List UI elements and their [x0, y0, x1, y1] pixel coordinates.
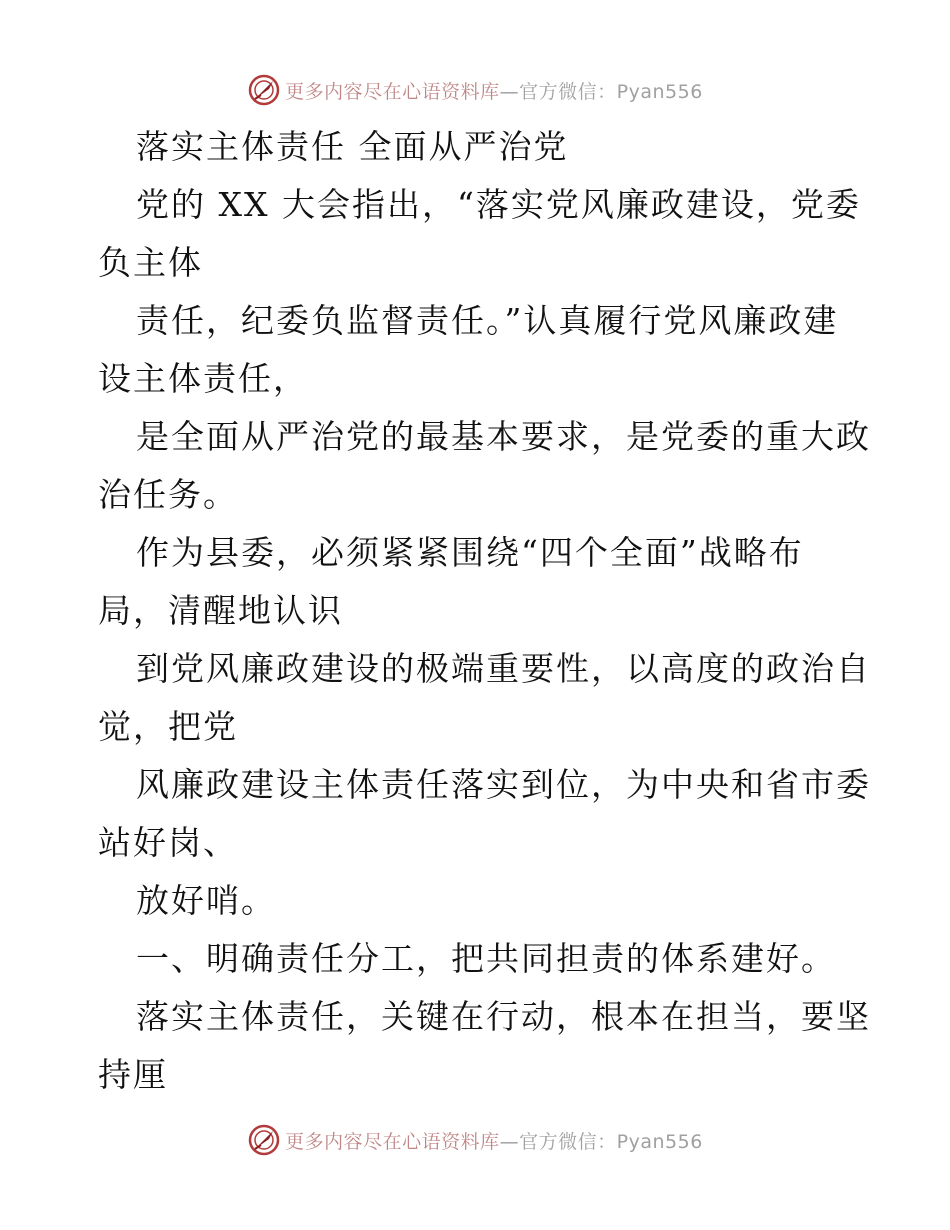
text-line: 责任，纪委负监督责任。”认真履行党风廉政建	[136, 301, 839, 340]
watermark-text	[285, 1127, 703, 1154]
text-line: 党的 XX 大会指出，“落实党风廉政建设，党委	[136, 185, 861, 224]
text-line: 一、明确责任分工，把共同担责的体系建好。	[136, 939, 836, 978]
text-line: 作为县委，必须紧紧围绕“四个全面”战略布	[136, 533, 804, 572]
text-line: 落实主体责任 全面从严治党	[136, 127, 569, 166]
watermark-dash: —	[499, 1130, 520, 1153]
text-line: 站好岗、	[98, 823, 238, 862]
document-body	[98, 118, 871, 1104]
text-line: 放好哨。	[136, 881, 276, 920]
text-line: 觉，把党	[98, 707, 238, 746]
watermark-brand: 更多内容尽在心语资料库	[285, 80, 500, 103]
watermark-wechat: 官方微信：Pyan556	[519, 80, 703, 103]
quill-logo-icon	[247, 1123, 281, 1157]
header-watermark	[0, 70, 950, 110]
watermark-dash: —	[499, 80, 520, 103]
text-line: 风廉政建设主体责任落实到位，为中央和省市委	[136, 765, 871, 804]
text-line: 到党风廉政建设的极端重要性，以高度的政治自	[136, 649, 871, 688]
text-line: 治任务。	[98, 475, 238, 514]
text-line: 局，清醒地认识	[98, 591, 343, 630]
text-line: 落实主体责任，关键在行动，根本在担当，要坚	[136, 997, 871, 1036]
watermark-brand: 更多内容尽在心语资料库	[285, 1130, 500, 1153]
footer-watermark	[0, 1120, 950, 1160]
watermark-text	[285, 77, 703, 104]
watermark-wechat: 官方微信：Pyan556	[519, 1130, 703, 1153]
text-line: 持厘	[98, 1055, 168, 1094]
text-line: 负主体	[98, 243, 203, 282]
text-line: 是全面从严治党的最基本要求，是党委的重大政	[136, 417, 871, 456]
quill-logo-icon	[247, 73, 281, 107]
text-line: 设主体责任，	[98, 359, 308, 398]
